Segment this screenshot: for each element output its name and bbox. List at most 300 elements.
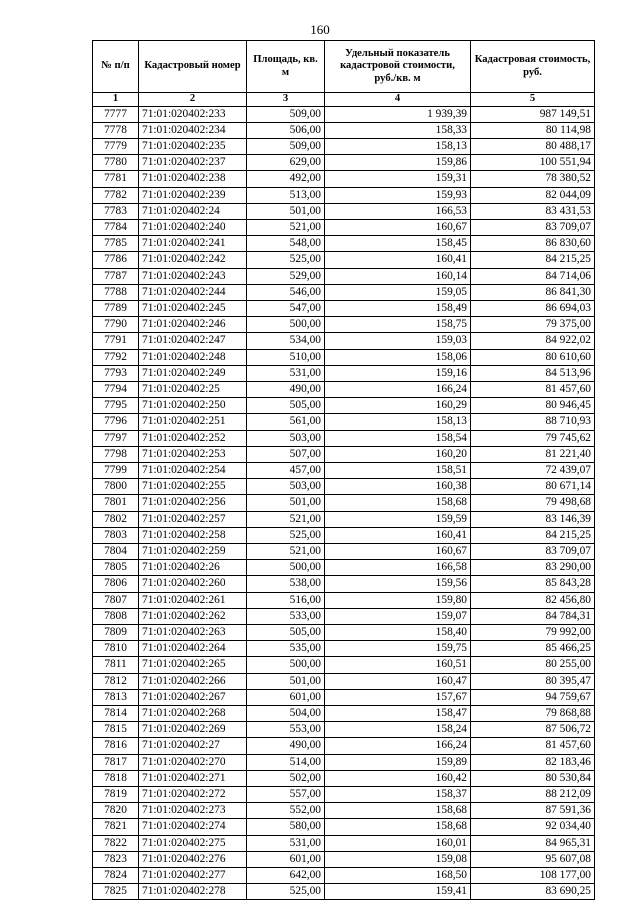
area-cell: 525,00 xyxy=(247,884,325,900)
area-cell: 501,00 xyxy=(247,495,325,511)
cadastral-number-cell: 71:01:020402:242 xyxy=(139,252,247,268)
specific-value-cell: 159,93 xyxy=(325,187,471,203)
row-index-cell: 7782 xyxy=(93,187,139,203)
area-cell: 513,00 xyxy=(247,187,325,203)
cadastral-value-cell: 82 456,80 xyxy=(471,592,595,608)
area-cell: 601,00 xyxy=(247,689,325,705)
cadastral-number-cell: 71:01:020402:252 xyxy=(139,430,247,446)
table-row xyxy=(93,851,595,867)
specific-value-cell: 158,47 xyxy=(325,706,471,722)
area-cell: 553,00 xyxy=(247,722,325,738)
row-index-cell: 7803 xyxy=(93,527,139,543)
row-index-cell: 7822 xyxy=(93,835,139,851)
table-row xyxy=(93,236,595,252)
cadastral-value-cell: 84 215,25 xyxy=(471,527,595,543)
row-index-cell: 7780 xyxy=(93,155,139,171)
area-cell: 548,00 xyxy=(247,236,325,252)
row-index-cell: 7779 xyxy=(93,138,139,154)
cadastral-value-cell: 82 183,46 xyxy=(471,754,595,770)
table-row xyxy=(93,527,595,543)
cadastral-number-cell: 71:01:020402:26 xyxy=(139,560,247,576)
table-row xyxy=(93,803,595,819)
table-row xyxy=(93,187,595,203)
specific-value-cell: 166,53 xyxy=(325,203,471,219)
table-row xyxy=(93,430,595,446)
row-index-cell: 7778 xyxy=(93,122,139,138)
row-index-cell: 7810 xyxy=(93,641,139,657)
row-index-cell: 7791 xyxy=(93,333,139,349)
cadastral-number-cell: 71:01:020402:259 xyxy=(139,543,247,559)
area-cell: 507,00 xyxy=(247,446,325,462)
table-row xyxy=(93,770,595,786)
cadastral-number-cell: 71:01:020402:267 xyxy=(139,689,247,705)
column-number: 1 xyxy=(93,93,139,107)
cadastral-value-cell: 94 759,67 xyxy=(471,689,595,705)
header-cadastral-value: Кадастровая стоимость, руб. xyxy=(471,41,595,93)
cadastral-number-cell: 71:01:020402:25 xyxy=(139,381,247,397)
area-cell: 521,00 xyxy=(247,219,325,235)
row-index-cell: 7820 xyxy=(93,803,139,819)
cadastral-value-cell: 79 868,88 xyxy=(471,706,595,722)
area-cell: 500,00 xyxy=(247,657,325,673)
specific-value-cell: 158,13 xyxy=(325,138,471,154)
row-index-cell: 7793 xyxy=(93,365,139,381)
specific-value-cell: 160,29 xyxy=(325,398,471,414)
cadastral-number-cell: 71:01:020402:260 xyxy=(139,576,247,592)
header-row xyxy=(93,41,595,93)
cadastral-number-cell: 71:01:020402:277 xyxy=(139,868,247,884)
cadastral-number-cell: 71:01:020402:262 xyxy=(139,608,247,624)
table-row xyxy=(93,511,595,527)
specific-value-cell: 166,24 xyxy=(325,738,471,754)
cadastral-value-cell: 83 146,39 xyxy=(471,511,595,527)
area-cell: 535,00 xyxy=(247,641,325,657)
header-specific-value: Удельный показатель кадастровой стоимости, руб./кв. м xyxy=(325,41,471,93)
table-row xyxy=(93,219,595,235)
area-cell: 538,00 xyxy=(247,576,325,592)
cadastral-number-cell: 71:01:020402:263 xyxy=(139,625,247,641)
area-cell: 490,00 xyxy=(247,738,325,754)
table-row xyxy=(93,317,595,333)
table-row xyxy=(93,722,595,738)
cadastral-number-cell: 71:01:020402:239 xyxy=(139,187,247,203)
cadastral-number-cell: 71:01:020402:273 xyxy=(139,803,247,819)
table-row xyxy=(93,446,595,462)
row-index-cell: 7781 xyxy=(93,171,139,187)
table-row xyxy=(93,592,595,608)
area-cell: 506,00 xyxy=(247,122,325,138)
cadastral-number-cell: 71:01:020402:257 xyxy=(139,511,247,527)
cadastral-value-cell: 83 431,53 xyxy=(471,203,595,219)
specific-value-cell: 158,54 xyxy=(325,430,471,446)
table-row xyxy=(93,787,595,803)
cadastral-value-cell: 78 380,52 xyxy=(471,171,595,187)
row-index-cell: 7805 xyxy=(93,560,139,576)
specific-value-cell: 159,31 xyxy=(325,171,471,187)
table-row xyxy=(93,171,595,187)
cadastral-number-cell: 71:01:020402:265 xyxy=(139,657,247,673)
area-cell: 629,00 xyxy=(247,155,325,171)
table-row xyxy=(93,284,595,300)
specific-value-cell: 158,45 xyxy=(325,236,471,252)
row-index-cell: 7794 xyxy=(93,381,139,397)
cadastral-number-cell: 71:01:020402:237 xyxy=(139,155,247,171)
cadastral-number-cell: 71:01:020402:249 xyxy=(139,365,247,381)
row-index-cell: 7823 xyxy=(93,851,139,867)
cadastral-value-cell: 80 114,98 xyxy=(471,122,595,138)
row-index-cell: 7786 xyxy=(93,252,139,268)
table-row xyxy=(93,625,595,641)
cadastral-value-cell: 987 149,51 xyxy=(471,106,595,122)
cadastral-number-cell: 71:01:020402:269 xyxy=(139,722,247,738)
area-cell: 642,00 xyxy=(247,868,325,884)
header-cadastral-number: Кадастровый номер xyxy=(139,41,247,93)
cadastral-value-cell: 80 255,00 xyxy=(471,657,595,673)
column-number: 3 xyxy=(247,93,325,107)
specific-value-cell: 158,37 xyxy=(325,787,471,803)
cadastral-number-cell: 71:01:020402:278 xyxy=(139,884,247,900)
cadastral-value-cell: 80 946,45 xyxy=(471,398,595,414)
area-cell: 509,00 xyxy=(247,138,325,154)
specific-value-cell: 1 939,39 xyxy=(325,106,471,122)
specific-value-cell: 158,06 xyxy=(325,349,471,365)
cadastral-table xyxy=(92,40,595,900)
cadastral-value-cell: 80 610,60 xyxy=(471,349,595,365)
area-cell: 492,00 xyxy=(247,171,325,187)
specific-value-cell: 168,50 xyxy=(325,868,471,884)
area-cell: 525,00 xyxy=(247,252,325,268)
specific-value-cell: 158,68 xyxy=(325,803,471,819)
area-cell: 534,00 xyxy=(247,333,325,349)
table-row xyxy=(93,462,595,478)
specific-value-cell: 158,49 xyxy=(325,300,471,316)
specific-value-cell: 159,59 xyxy=(325,511,471,527)
area-cell: 533,00 xyxy=(247,608,325,624)
area-cell: 505,00 xyxy=(247,398,325,414)
header-row-number: № п/п xyxy=(93,41,139,93)
row-index-cell: 7809 xyxy=(93,625,139,641)
cadastral-value-cell: 95 607,08 xyxy=(471,851,595,867)
table-row xyxy=(93,657,595,673)
column-number-row xyxy=(93,93,595,107)
cadastral-number-cell: 71:01:020402:27 xyxy=(139,738,247,754)
row-index-cell: 7796 xyxy=(93,414,139,430)
cadastral-value-cell: 80 395,47 xyxy=(471,673,595,689)
cadastral-value-cell: 79 375,00 xyxy=(471,317,595,333)
area-cell: 552,00 xyxy=(247,803,325,819)
specific-value-cell: 160,01 xyxy=(325,835,471,851)
cadastral-value-cell: 80 488,17 xyxy=(471,138,595,154)
specific-value-cell: 158,68 xyxy=(325,495,471,511)
cadastral-value-cell: 88 212,09 xyxy=(471,787,595,803)
cadastral-number-cell: 71:01:020402:272 xyxy=(139,787,247,803)
cadastral-number-cell: 71:01:020402:238 xyxy=(139,171,247,187)
cadastral-number-cell: 71:01:020402:246 xyxy=(139,317,247,333)
specific-value-cell: 159,16 xyxy=(325,365,471,381)
row-index-cell: 7784 xyxy=(93,219,139,235)
area-cell: 457,00 xyxy=(247,462,325,478)
cadastral-number-cell: 71:01:020402:250 xyxy=(139,398,247,414)
cadastral-value-cell: 85 466,25 xyxy=(471,641,595,657)
table-row xyxy=(93,300,595,316)
table-row xyxy=(93,608,595,624)
specific-value-cell: 166,24 xyxy=(325,381,471,397)
row-index-cell: 7783 xyxy=(93,203,139,219)
cadastral-number-cell: 71:01:020402:255 xyxy=(139,479,247,495)
row-index-cell: 7777 xyxy=(93,106,139,122)
table-row xyxy=(93,349,595,365)
page-number: 160 xyxy=(310,22,330,37)
cadastral-value-cell: 83 709,07 xyxy=(471,543,595,559)
specific-value-cell: 160,20 xyxy=(325,446,471,462)
area-cell: 501,00 xyxy=(247,673,325,689)
cadastral-number-cell: 71:01:020402:247 xyxy=(139,333,247,349)
specific-value-cell: 160,67 xyxy=(325,219,471,235)
area-cell: 516,00 xyxy=(247,592,325,608)
cadastral-value-cell: 79 992,00 xyxy=(471,625,595,641)
specific-value-cell: 158,75 xyxy=(325,317,471,333)
table-row xyxy=(93,835,595,851)
cadastral-number-cell: 71:01:020402:253 xyxy=(139,446,247,462)
table-row xyxy=(93,333,595,349)
table-row xyxy=(93,365,595,381)
area-cell: 529,00 xyxy=(247,268,325,284)
cadastral-value-cell: 79 498,68 xyxy=(471,495,595,511)
table-row xyxy=(93,754,595,770)
table-row xyxy=(93,884,595,900)
row-index-cell: 7812 xyxy=(93,673,139,689)
row-index-cell: 7785 xyxy=(93,236,139,252)
cadastral-value-cell: 81 221,40 xyxy=(471,446,595,462)
area-cell: 510,00 xyxy=(247,349,325,365)
area-cell: 500,00 xyxy=(247,317,325,333)
cadastral-number-cell: 71:01:020402:234 xyxy=(139,122,247,138)
table-row xyxy=(93,819,595,835)
cadastral-value-cell: 84 784,31 xyxy=(471,608,595,624)
table-row xyxy=(93,138,595,154)
cadastral-number-cell: 71:01:020402:240 xyxy=(139,219,247,235)
area-cell: 490,00 xyxy=(247,381,325,397)
cadastral-value-cell: 92 034,40 xyxy=(471,819,595,835)
row-index-cell: 7800 xyxy=(93,479,139,495)
cadastral-value-cell: 85 843,28 xyxy=(471,576,595,592)
specific-value-cell: 159,86 xyxy=(325,155,471,171)
specific-value-cell: 160,38 xyxy=(325,479,471,495)
table-row xyxy=(93,576,595,592)
row-index-cell: 7797 xyxy=(93,430,139,446)
area-cell: 531,00 xyxy=(247,365,325,381)
table-row xyxy=(93,252,595,268)
cadastral-number-cell: 71:01:020402:276 xyxy=(139,851,247,867)
area-cell: 503,00 xyxy=(247,430,325,446)
cadastral-value-cell: 83 709,07 xyxy=(471,219,595,235)
area-cell: 501,00 xyxy=(247,203,325,219)
cadastral-value-cell: 81 457,60 xyxy=(471,738,595,754)
cadastral-value-cell: 82 044,09 xyxy=(471,187,595,203)
row-index-cell: 7806 xyxy=(93,576,139,592)
cadastral-value-cell: 87 591,36 xyxy=(471,803,595,819)
row-index-cell: 7799 xyxy=(93,462,139,478)
cadastral-value-cell: 86 841,30 xyxy=(471,284,595,300)
specific-value-cell: 159,89 xyxy=(325,754,471,770)
cadastral-number-cell: 71:01:020402:256 xyxy=(139,495,247,511)
cadastral-value-cell: 88 710,93 xyxy=(471,414,595,430)
row-index-cell: 7816 xyxy=(93,738,139,754)
row-index-cell: 7811 xyxy=(93,657,139,673)
specific-value-cell: 160,41 xyxy=(325,527,471,543)
specific-value-cell: 160,47 xyxy=(325,673,471,689)
cadastral-value-cell: 84 215,25 xyxy=(471,252,595,268)
table-row xyxy=(93,155,595,171)
cadastral-value-cell: 72 439,07 xyxy=(471,462,595,478)
specific-value-cell: 159,08 xyxy=(325,851,471,867)
row-index-cell: 7807 xyxy=(93,592,139,608)
specific-value-cell: 159,41 xyxy=(325,884,471,900)
area-cell: 509,00 xyxy=(247,106,325,122)
row-index-cell: 7790 xyxy=(93,317,139,333)
cadastral-number-cell: 71:01:020402:270 xyxy=(139,754,247,770)
area-cell: 503,00 xyxy=(247,479,325,495)
row-index-cell: 7808 xyxy=(93,608,139,624)
specific-value-cell: 159,75 xyxy=(325,641,471,657)
row-index-cell: 7804 xyxy=(93,543,139,559)
header-area: Площадь, кв. м xyxy=(247,41,325,93)
specific-value-cell: 159,80 xyxy=(325,592,471,608)
specific-value-cell: 166,58 xyxy=(325,560,471,576)
area-cell: 561,00 xyxy=(247,414,325,430)
cadastral-value-cell: 81 457,60 xyxy=(471,381,595,397)
row-index-cell: 7801 xyxy=(93,495,139,511)
area-cell: 505,00 xyxy=(247,625,325,641)
row-index-cell: 7792 xyxy=(93,349,139,365)
cadastral-number-cell: 71:01:020402:274 xyxy=(139,819,247,835)
specific-value-cell: 160,42 xyxy=(325,770,471,786)
area-cell: 514,00 xyxy=(247,754,325,770)
cadastral-number-cell: 71:01:020402:251 xyxy=(139,414,247,430)
cadastral-number-cell: 71:01:020402:241 xyxy=(139,236,247,252)
table-row xyxy=(93,381,595,397)
row-index-cell: 7802 xyxy=(93,511,139,527)
specific-value-cell: 159,03 xyxy=(325,333,471,349)
specific-value-cell: 158,33 xyxy=(325,122,471,138)
table-row xyxy=(93,479,595,495)
row-index-cell: 7813 xyxy=(93,689,139,705)
specific-value-cell: 160,67 xyxy=(325,543,471,559)
area-cell: 557,00 xyxy=(247,787,325,803)
column-number: 5 xyxy=(471,93,595,107)
cadastral-value-cell: 79 745,62 xyxy=(471,430,595,446)
row-index-cell: 7814 xyxy=(93,706,139,722)
column-number: 2 xyxy=(139,93,247,107)
specific-value-cell: 160,41 xyxy=(325,252,471,268)
cadastral-number-cell: 71:01:020402:245 xyxy=(139,300,247,316)
table-row xyxy=(93,414,595,430)
table-row xyxy=(93,398,595,414)
table-row xyxy=(93,673,595,689)
row-index-cell: 7818 xyxy=(93,770,139,786)
cadastral-value-cell: 83 290,00 xyxy=(471,560,595,576)
specific-value-cell: 158,40 xyxy=(325,625,471,641)
area-cell: 502,00 xyxy=(247,770,325,786)
table-row xyxy=(93,706,595,722)
table-row xyxy=(93,560,595,576)
specific-value-cell: 158,24 xyxy=(325,722,471,738)
row-index-cell: 7824 xyxy=(93,868,139,884)
area-cell: 547,00 xyxy=(247,300,325,316)
row-index-cell: 7798 xyxy=(93,446,139,462)
specific-value-cell: 158,13 xyxy=(325,414,471,430)
area-cell: 521,00 xyxy=(247,511,325,527)
row-index-cell: 7795 xyxy=(93,398,139,414)
cadastral-number-cell: 71:01:020402:248 xyxy=(139,349,247,365)
cadastral-value-cell: 86 830,60 xyxy=(471,236,595,252)
row-index-cell: 7821 xyxy=(93,819,139,835)
row-index-cell: 7788 xyxy=(93,284,139,300)
area-cell: 531,00 xyxy=(247,835,325,851)
cadastral-number-cell: 71:01:020402:24 xyxy=(139,203,247,219)
cadastral-number-cell: 71:01:020402:258 xyxy=(139,527,247,543)
cadastral-number-cell: 71:01:020402:244 xyxy=(139,284,247,300)
cadastral-number-cell: 71:01:020402:275 xyxy=(139,835,247,851)
specific-value-cell: 159,05 xyxy=(325,284,471,300)
cadastral-number-cell: 71:01:020402:243 xyxy=(139,268,247,284)
cadastral-number-cell: 71:01:020402:268 xyxy=(139,706,247,722)
cadastral-number-cell: 71:01:020402:271 xyxy=(139,770,247,786)
area-cell: 504,00 xyxy=(247,706,325,722)
specific-value-cell: 159,56 xyxy=(325,576,471,592)
table-row xyxy=(93,738,595,754)
row-index-cell: 7817 xyxy=(93,754,139,770)
cadastral-value-cell: 80 530,84 xyxy=(471,770,595,786)
table-row xyxy=(93,268,595,284)
specific-value-cell: 158,68 xyxy=(325,819,471,835)
row-index-cell: 7819 xyxy=(93,787,139,803)
cadastral-value-cell: 84 513,96 xyxy=(471,365,595,381)
cadastral-value-cell: 80 671,14 xyxy=(471,479,595,495)
cadastral-number-cell: 71:01:020402:261 xyxy=(139,592,247,608)
table-row xyxy=(93,495,595,511)
table-row xyxy=(93,689,595,705)
specific-value-cell: 157,67 xyxy=(325,689,471,705)
cadastral-value-cell: 87 506,72 xyxy=(471,722,595,738)
table-row xyxy=(93,868,595,884)
cadastral-value-cell: 84 922,02 xyxy=(471,333,595,349)
cadastral-value-cell: 100 551,94 xyxy=(471,155,595,171)
table-row xyxy=(93,203,595,219)
area-cell: 500,00 xyxy=(247,560,325,576)
table-body xyxy=(93,106,595,900)
table-row xyxy=(93,641,595,657)
column-number: 4 xyxy=(325,93,471,107)
cadastral-value-cell: 86 694,03 xyxy=(471,300,595,316)
specific-value-cell: 158,51 xyxy=(325,462,471,478)
specific-value-cell: 159,07 xyxy=(325,608,471,624)
cadastral-value-cell: 83 690,25 xyxy=(471,884,595,900)
table-row xyxy=(93,106,595,122)
cadastral-number-cell: 71:01:020402:264 xyxy=(139,641,247,657)
cadastral-number-cell: 71:01:020402:254 xyxy=(139,462,247,478)
table-row xyxy=(93,122,595,138)
cadastral-value-cell: 84 714,06 xyxy=(471,268,595,284)
row-index-cell: 7815 xyxy=(93,722,139,738)
area-cell: 580,00 xyxy=(247,819,325,835)
area-cell: 546,00 xyxy=(247,284,325,300)
row-index-cell: 7789 xyxy=(93,300,139,316)
cadastral-number-cell: 71:01:020402:233 xyxy=(139,106,247,122)
cadastral-number-cell: 71:01:020402:235 xyxy=(139,138,247,154)
row-index-cell: 7787 xyxy=(93,268,139,284)
area-cell: 525,00 xyxy=(247,527,325,543)
